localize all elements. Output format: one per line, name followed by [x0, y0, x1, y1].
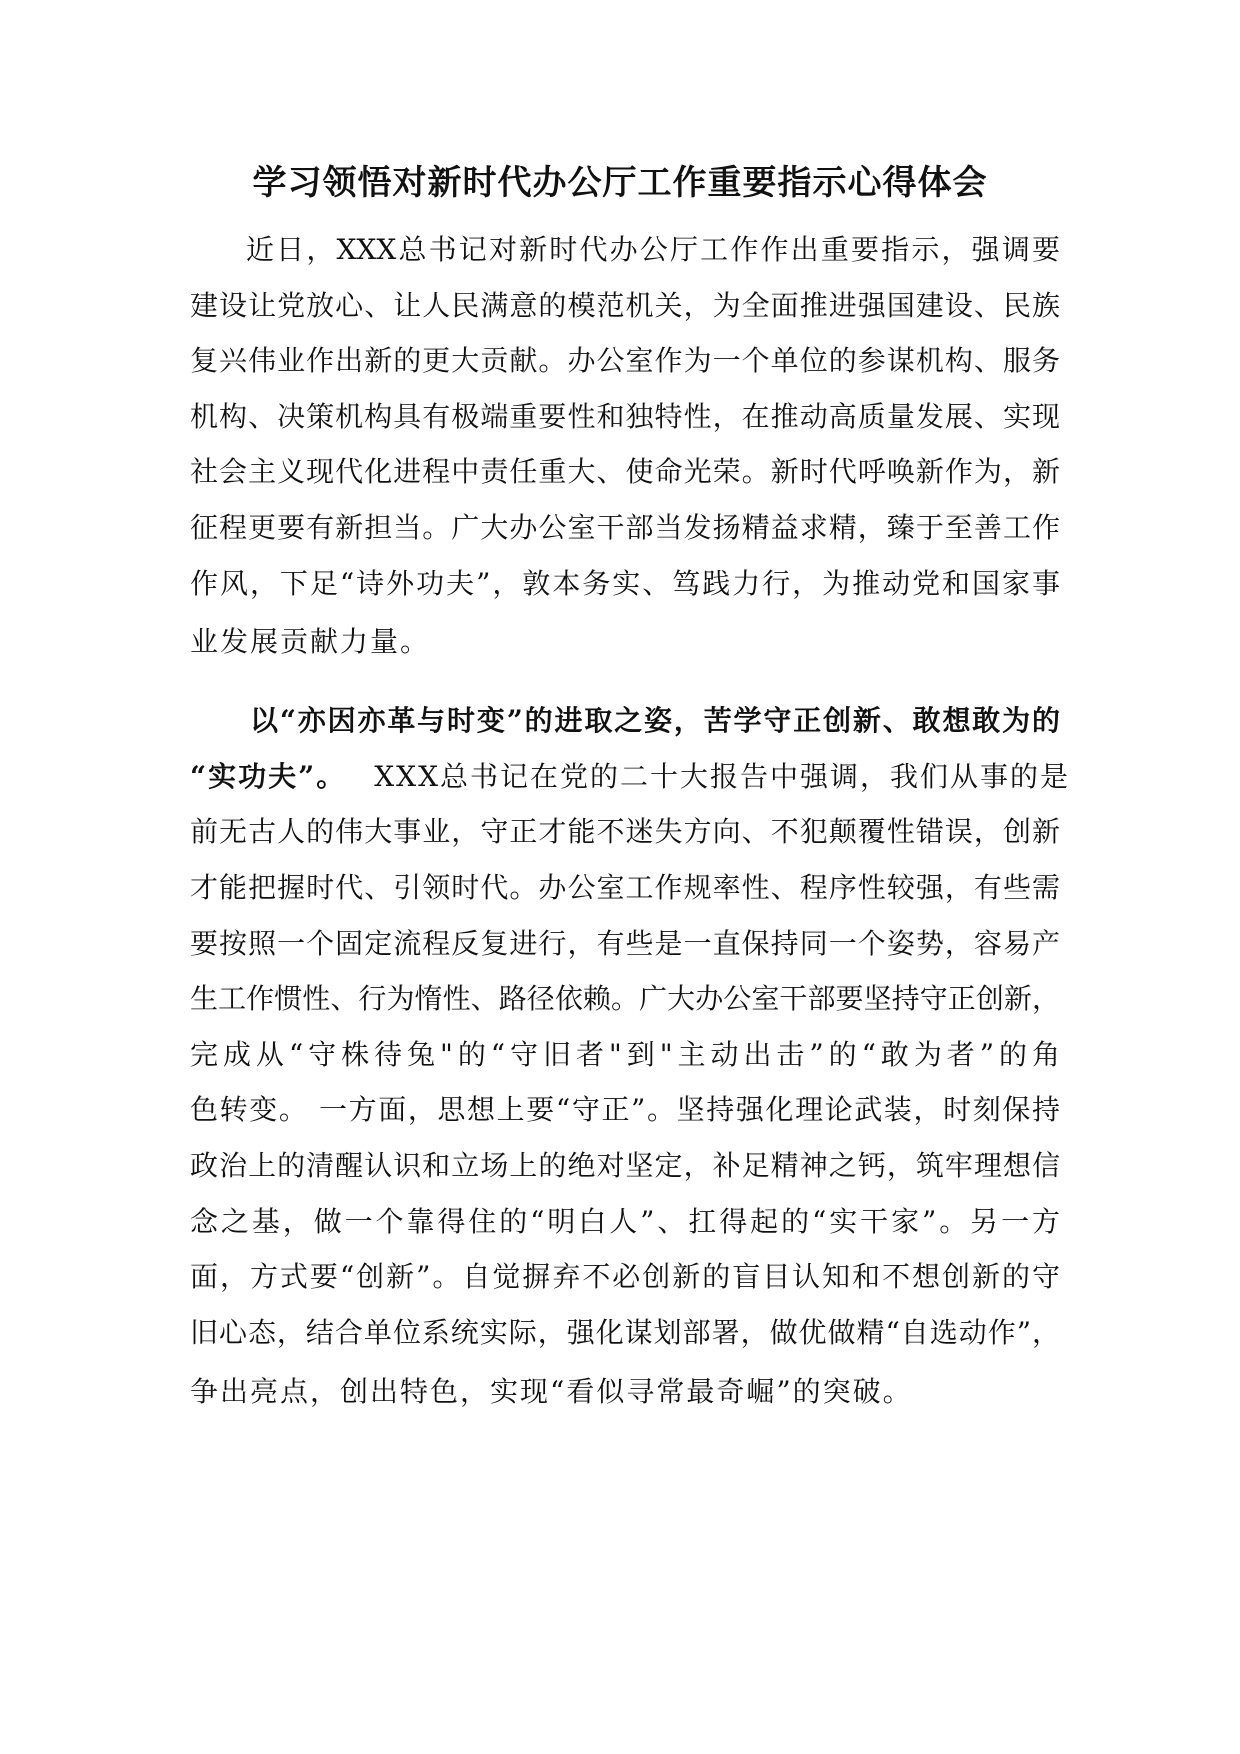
section-1-text: XXX总书记在党的二十大报告中强调，我们从事的是 [374, 760, 1071, 793]
section-1-line: 色转变。 一方面，思想上要“守正”。坚持强化理论武装，时刻保持 [190, 1093, 1060, 1126]
paragraph-1-line: 机构、决策机构具有极端重要性和独特性，在推动高质量发展、实现 [190, 400, 1060, 433]
section-1-line: 面，方式要“创新”。自觉摒弃不必创新的盲目认知和不想创新的守 [190, 1260, 1060, 1293]
section-1-line: 完成从“守株待兔"的“守旧者"到"主动出击”的“敢为者”的角 [190, 1038, 1060, 1071]
document-title: 学习领悟对新时代办公厅工作重要指示心得体会 [252, 163, 988, 203]
section-1-line: 才能把握时代、引领时代。办公室工作规率性、程序性较强，有些需 [190, 871, 1060, 904]
section-1-line: 旧心态，结合单位系统实际，强化谋划部署，做优做精“自选动作”， [190, 1316, 1060, 1349]
section-1-line: 前无古人的伟大事业，守正才能不迷失方向、不犯颠覆性错误，创新 [190, 815, 1060, 848]
paragraph-1-line: 社会主义现代化进程中责任重大、使命光荣。新时代呼唤新作为，新 [190, 455, 1060, 488]
section-1-heading: 以“亦因亦革与时变”的进取之姿，苦学守正创新、敢想敢为的 [250, 704, 1060, 737]
section-1-line: 政治上的清醒认识和立场上的绝对坚定，补足精神之钙，筑牢理想信 [190, 1149, 1060, 1182]
section-1-line: 念之基，做一个靠得住的“明白人”、扛得起的“实干家”。另一方 [190, 1205, 1060, 1238]
paragraph-1-line: 业发展贡献力量。 [190, 625, 431, 658]
paragraph-1-line: 建设让党放心、让人民满意的模范机关，为全面推进强国建设、民族 [190, 289, 1060, 322]
paragraph-1-line: 复兴伟业作出新的更大贡献。办公室作为一个单位的参谋机构、服务 [190, 344, 1060, 377]
paragraph-1-line: 近日，XXX总书记对新时代办公厅工作作出重要指示，强调要 [246, 233, 1060, 266]
section-1-heading-end: “实功夫”。 [190, 760, 347, 793]
section-1-line: 生工作惯性、行为惰性、路径依赖。广大办公室干部要坚持守正创新， [190, 982, 1060, 1015]
paragraph-1-line: 作风，下足“诗外功夫”，敦本务实、笃践力行，为推动党和国家事 [190, 567, 1060, 600]
section-1-line: 要按照一个固定流程反复进行，有些是一直保持同一个姿势，容易产 [190, 927, 1060, 960]
section-1-heading-continued [190, 757, 1071, 797]
section-1-line: 争出亮点，创出特色，实现“看似寻常最奇崛”的突破。 [190, 1375, 913, 1408]
paragraph-1-line: 征程更要有新担当。广大办公室干部当发扬精益求精，臻于至善工作 [190, 511, 1060, 544]
